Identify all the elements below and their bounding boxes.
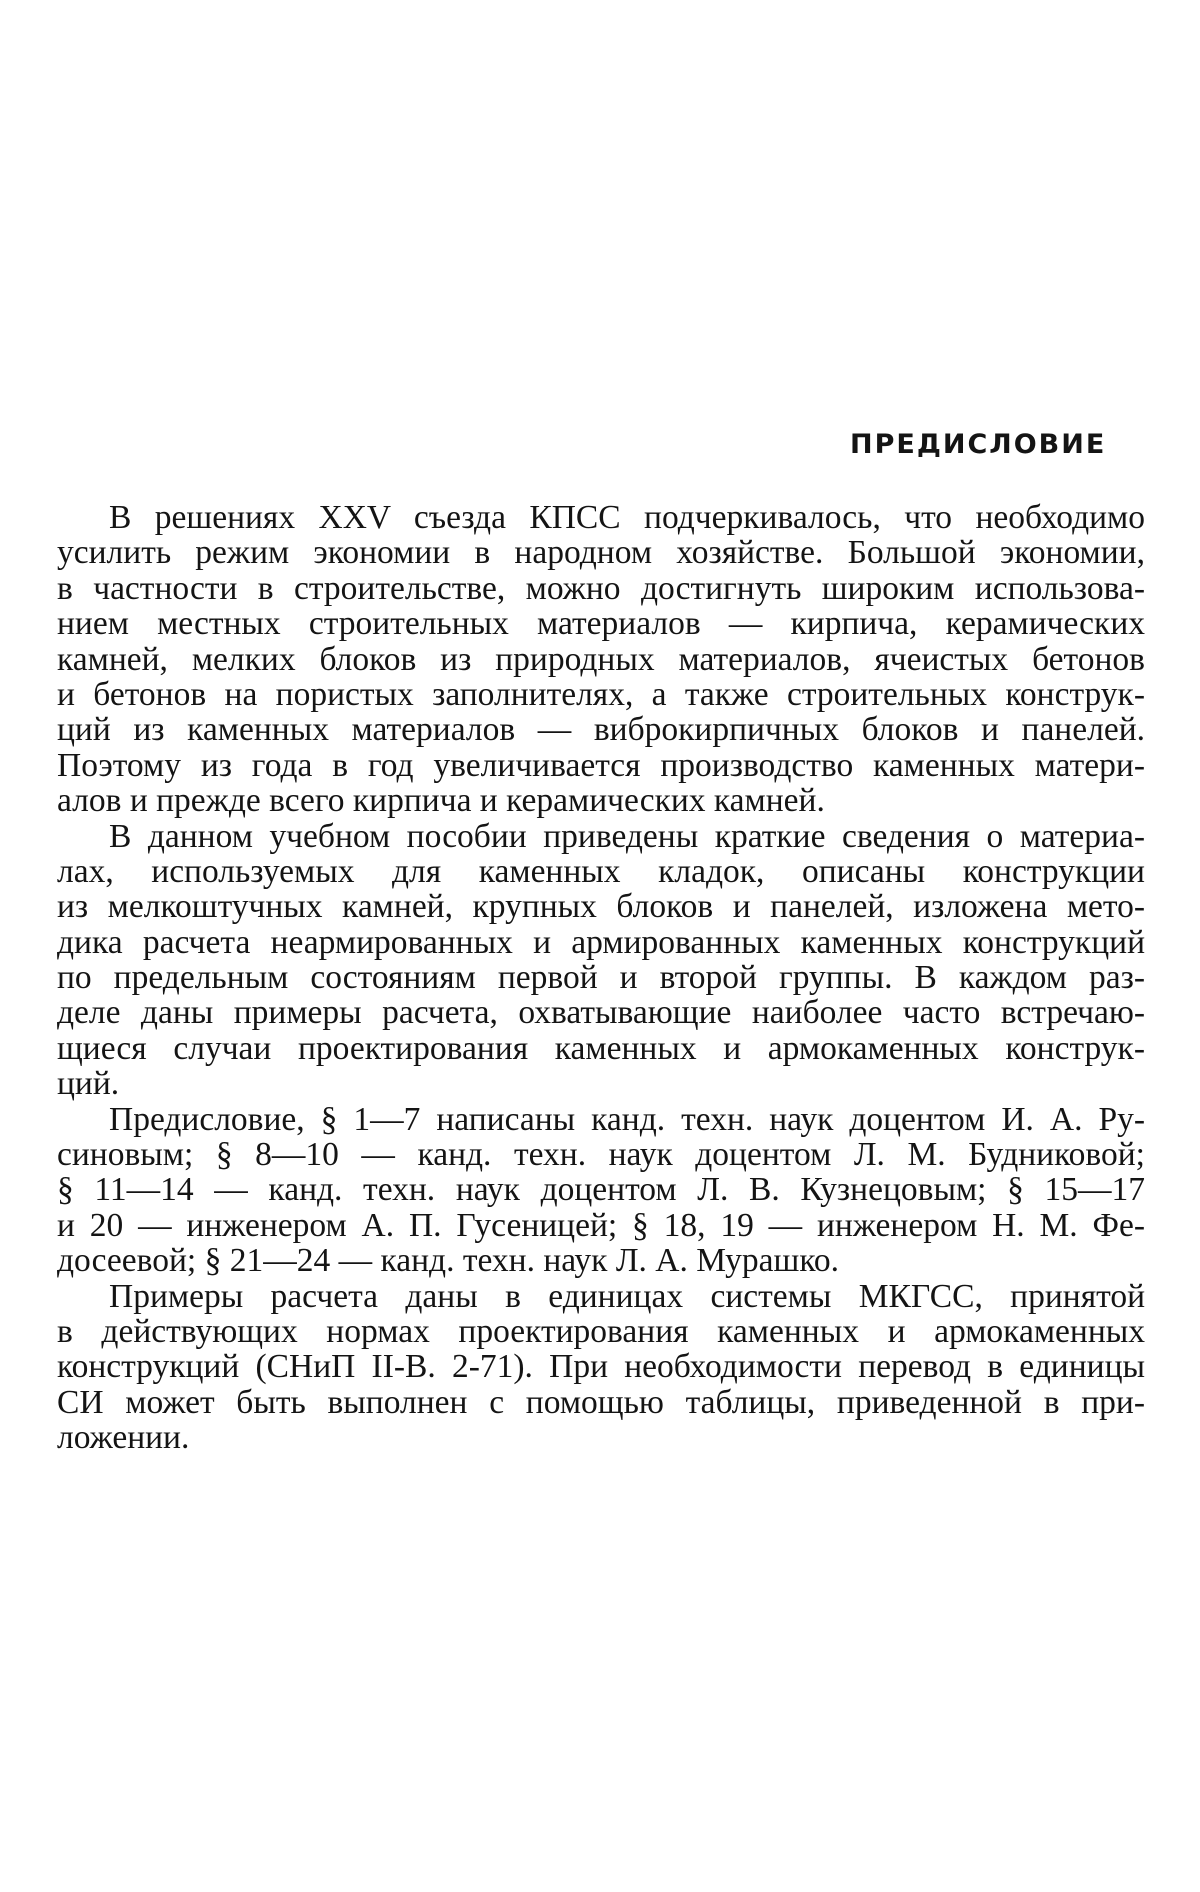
text-line: синовым; § 8—10 — канд. техн. наук доцентом Л. М. Будниковой; [57,1136,1145,1174]
text-line: конструкций (СНиП II-В. 2-71). При необходимости перевод в единицы [57,1348,1145,1386]
paragraph-1 [57,500,1145,819]
text-line: усилить режим экономии в народном хозяйстве. Большой экономии, [57,534,1145,572]
text-line: § 11—14 — канд. техн. наук доцентом Л. В. Кузнецовым; § 15—17 [57,1171,1145,1209]
text-line: по предельным состояниям первой и второй группы. В каждом раз- [57,959,1145,997]
text-line: и бетонов на пористых заполнителях, а также строительных конструк- [57,675,1145,713]
text-line: щиеся случаи проектирования каменных и армокаменных конструк- [57,1029,1145,1067]
text-line: Примеры расчета даны в единицах системы МКГСС, принятой [109,1277,1145,1315]
text-line: камней, мелких блоков из природных материалов, ячеистых бетонов [57,640,1145,678]
text-line: Предисловие, § 1—7 написаны канд. техн. наук доцентом И. А. Ру- [109,1100,1145,1138]
text-line: СИ может быть выполнен с помощью таблицы, приведенной в при- [57,1383,1145,1421]
text-line: из мелкоштучных камней, крупных блоков и панелей, изложена мето- [57,888,1145,926]
text-line: ложении. [57,1419,190,1457]
text-line: нием местных строительных материалов — кирпича, керамических [57,605,1145,643]
text-line: и 20 — инженером А. П. Гусеницей; § 18, 19 — инженером Н. М. Фе- [57,1206,1145,1244]
paragraph-4 [57,1279,1145,1456]
text-line: В данном учебном пособии приведены краткие сведения о материа- [109,817,1145,855]
paragraph-3 [57,1102,1145,1279]
text-line: алов и прежде всего кирпича и керамических камней. [57,782,825,820]
text-line: лах, используемых для каменных кладок, описаны конструкции [57,852,1145,890]
text-line: Поэтому из года в год увеличивается производство каменных матери- [57,746,1145,784]
text-line: ций из каменных материалов — виброкирпичных блоков и панелей. [57,711,1145,749]
text-line: дика расчета неармированных и армированных каменных конструкций [57,923,1145,961]
paragraph-2 [57,819,1145,1102]
text-line: В решениях XXV съезда КПСС подчеркивалось, что необходимо [109,499,1145,536]
body-text [57,500,1145,1456]
text-line: деле даны примеры расчета, охватывающие наиболее часто встречаю- [57,994,1145,1032]
text-line: в действующих нормах проектирования каменных и армокаменных [57,1312,1145,1350]
section-heading: ПРЕДИСЛОВИЕ [850,429,1107,460]
text-line: досеевой; § 21—24 — канд. техн. наук Л. А. Мурашко. [57,1242,840,1280]
text-line: ций. [57,1065,120,1103]
text-line: в частности в строительстве, можно достигнуть широким использова- [57,569,1145,607]
